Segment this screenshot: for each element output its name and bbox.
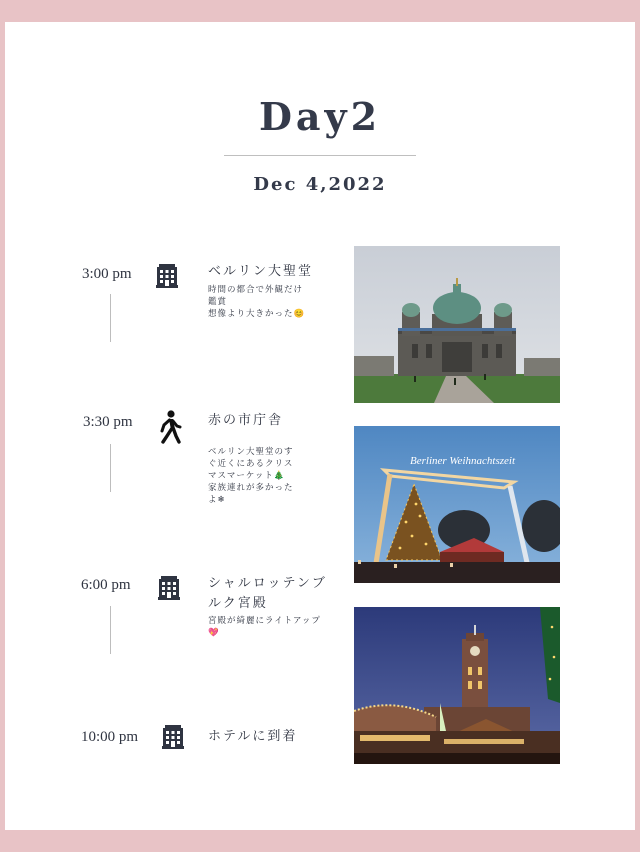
place-name-4: ホテルに到着 (208, 729, 298, 744)
christmas-market-photo (354, 426, 560, 583)
schedule-time-4: 10:00 pm (81, 729, 139, 745)
schedule-time-3: 6:00 pm (81, 577, 131, 593)
timeline-connector (110, 444, 111, 492)
walking-person-icon (158, 410, 182, 448)
place-note-2: ベルリン大聖堂のす ぐ近くにあるクリス マスマーケット🎄 家族連れが多かった よ❄ (208, 447, 294, 505)
building-icon (156, 264, 178, 292)
timeline-connector (110, 294, 111, 342)
place-note-3: 宮殿が綺麗にライトアップ 💖 (208, 616, 321, 638)
page-date: Dec 4,2022 (253, 174, 387, 195)
title-divider (224, 155, 416, 156)
schedule-time-2: 3:30 pm (83, 414, 133, 430)
market-sign-text: Berliner Weihnachtszeit (410, 455, 515, 467)
place-name-1: ベルリン大聖堂 (208, 264, 314, 279)
building-icon (162, 725, 184, 753)
timeline-connector (110, 606, 111, 654)
page-title: Day2 (258, 94, 382, 139)
cathedral-photo (354, 246, 560, 403)
place-note-1: 時間の都合で外観だけ 鑑賞 想像より大きかった😊 (208, 285, 306, 319)
place-name-3: シャルロッテンブ ルク宮殿 (208, 576, 327, 611)
building-icon (158, 576, 180, 604)
place-name-2: 赤の市庁舎 (208, 413, 284, 428)
town-hall-photo (354, 607, 560, 764)
schedule-time-1: 3:00 pm (82, 266, 132, 282)
